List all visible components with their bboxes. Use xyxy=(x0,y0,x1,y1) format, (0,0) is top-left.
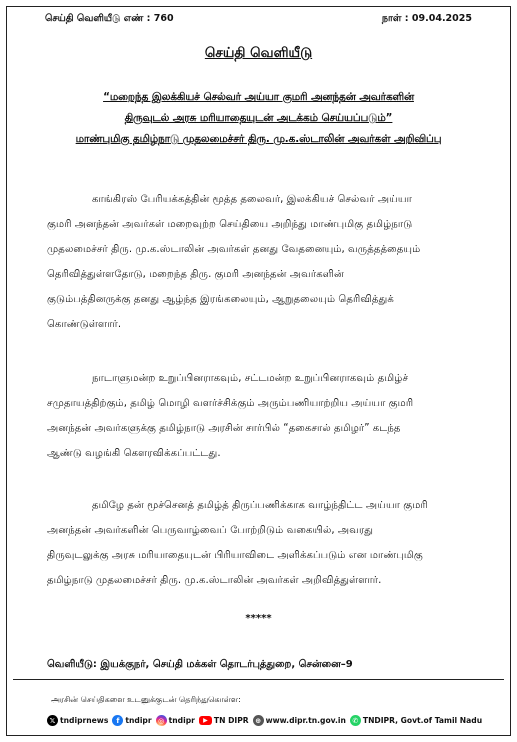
instagram-icon: ◎ xyxy=(156,715,167,726)
social-link-facebook[interactable] xyxy=(112,715,151,726)
social-prompt: அரசின் செய்திகளை உடனுக்குடன் தெரிந்துகொள்ள: xyxy=(51,695,241,704)
document-title xyxy=(7,45,510,63)
social-label: tndipr xyxy=(125,716,152,725)
web-icon: ⊕ xyxy=(253,715,264,726)
release-number: செய்தி வெளியீடு எண் : 760 xyxy=(45,13,174,24)
paragraph-line: தமிழே தன் மூச்செனத் தமிழ்த் திருப்பணிக்காக வாழ்ந்திட்ட அய்யா குமரி xyxy=(92,500,428,511)
press-release-page xyxy=(6,6,511,736)
footer-divider xyxy=(13,679,504,680)
paragraph-line: குமரி அனந்தன் அவர்கள் மறைவுற்ற செய்தியை அறிந்து மாண்புமிகு தமிழ்நாடு xyxy=(47,219,413,230)
publisher-line: வெளியீடு: இயக்குநர், செய்தி மக்கள் தொடர்புத்துறை, சென்னை–9 xyxy=(47,659,353,670)
document-title-text: செய்தி வெளியீடு xyxy=(204,45,313,61)
social-label: tndipr xyxy=(168,716,195,725)
paragraph-line: கொண்டுள்ளார். xyxy=(47,319,122,330)
social-link-instagram[interactable] xyxy=(156,715,195,726)
social-link-website[interactable] xyxy=(253,715,346,726)
headline-line-2: திருவுடல் அரசு மரியாதையுடன் அடக்கம் செய்யப்படும்” xyxy=(124,112,393,124)
header-bar xyxy=(45,13,472,25)
paragraph-line: குடும்பத்தினருக்கு தனது ஆழ்ந்த இரங்கலையும், ஆறுதலையும் தெரிவித்துக் xyxy=(47,294,394,305)
paragraph-line: காங்கிரஸ் பேரியக்கத்தின் மூத்த தலைவர், இலக்கியச் செல்வர் அய்யா xyxy=(92,194,412,205)
paragraph-line: முதலமைச்சர் திரு. மு.க.ஸ்டாலின் அவர்கள் தனது வேதனையும், வருத்தத்தையும் xyxy=(47,244,421,255)
paragraph-2 xyxy=(47,366,480,466)
paragraph-line: நாடாளுமன்ற உறுப்பினராகவும், சட்டமன்ற உறுப்பினராகவும் தமிழ்ச் xyxy=(92,373,409,384)
x-icon: 𝕏 xyxy=(47,715,58,726)
paragraph-line: ஆண்டு வழங்கி கௌரவிக்கப்பட்டது. xyxy=(47,448,221,459)
social-label: www.dipr.tn.gov.in xyxy=(265,716,346,725)
headline-line-1: “மறைந்த இலக்கியச் செல்வர் அய்யா குமரி அனந்தன் அவர்களின் xyxy=(103,91,414,103)
paragraph-line: அனந்தன் அவர்களுக்கு தமிழ்நாடு அரசின் சார்பில் “தகைசால் தமிழர்” கடந்த xyxy=(47,423,401,434)
social-label: TNDIPR, Govt.of Tamil Nadu xyxy=(362,716,483,725)
social-link-youtube[interactable] xyxy=(199,716,249,725)
whatsapp-icon: ✆ xyxy=(350,715,361,726)
headline-subtitle: மாண்புமிகு தமிழ்நாடு முதலமைச்சர் திரு. மு.க.ஸ்டாலின் அவர்கள் அறிவிப்பு xyxy=(75,133,442,145)
youtube-icon: ▶ xyxy=(199,716,212,725)
paragraph-line: அனந்தன் அவர்களின் பெருவாழ்வைப் போற்றிடும் வகையில், அவரது xyxy=(47,525,374,536)
paragraph-line: தெரிவித்துள்ளதோடு, மறைந்த திரு. குமரி அனந்தன் அவர்களின் xyxy=(47,269,344,280)
paragraph-line: தமிழ்நாடு முதலமைச்சர் திரு. மு.க.ஸ்டாலின் அவர்கள் அறிவித்துள்ளார். xyxy=(47,575,382,586)
social-label: tndiprnews xyxy=(60,716,109,725)
paragraph-line: சமுதாயத்திற்கும், தமிழ் மொழி வளர்ச்சிக்கும் அரும்பணியாற்றிய அய்யா குமரி xyxy=(47,398,414,409)
social-links xyxy=(47,715,487,726)
facebook-icon: f xyxy=(112,715,123,726)
headline xyxy=(37,87,480,129)
social-link-whatsapp[interactable] xyxy=(350,715,482,726)
social-label: TN DIPR xyxy=(213,716,249,725)
release-date: நாள் : 09.04.2025 xyxy=(381,13,472,24)
paragraph-line: திருவுடலுக்கு அரசு மரியாதையுடன் பிரியாவிடை அளிக்கப்படும் என மாண்புமிகு xyxy=(47,550,423,561)
section-separator: ***** xyxy=(245,613,272,624)
social-link-x[interactable] xyxy=(47,715,108,726)
paragraph-3 xyxy=(47,493,480,593)
paragraph-1 xyxy=(47,187,480,337)
